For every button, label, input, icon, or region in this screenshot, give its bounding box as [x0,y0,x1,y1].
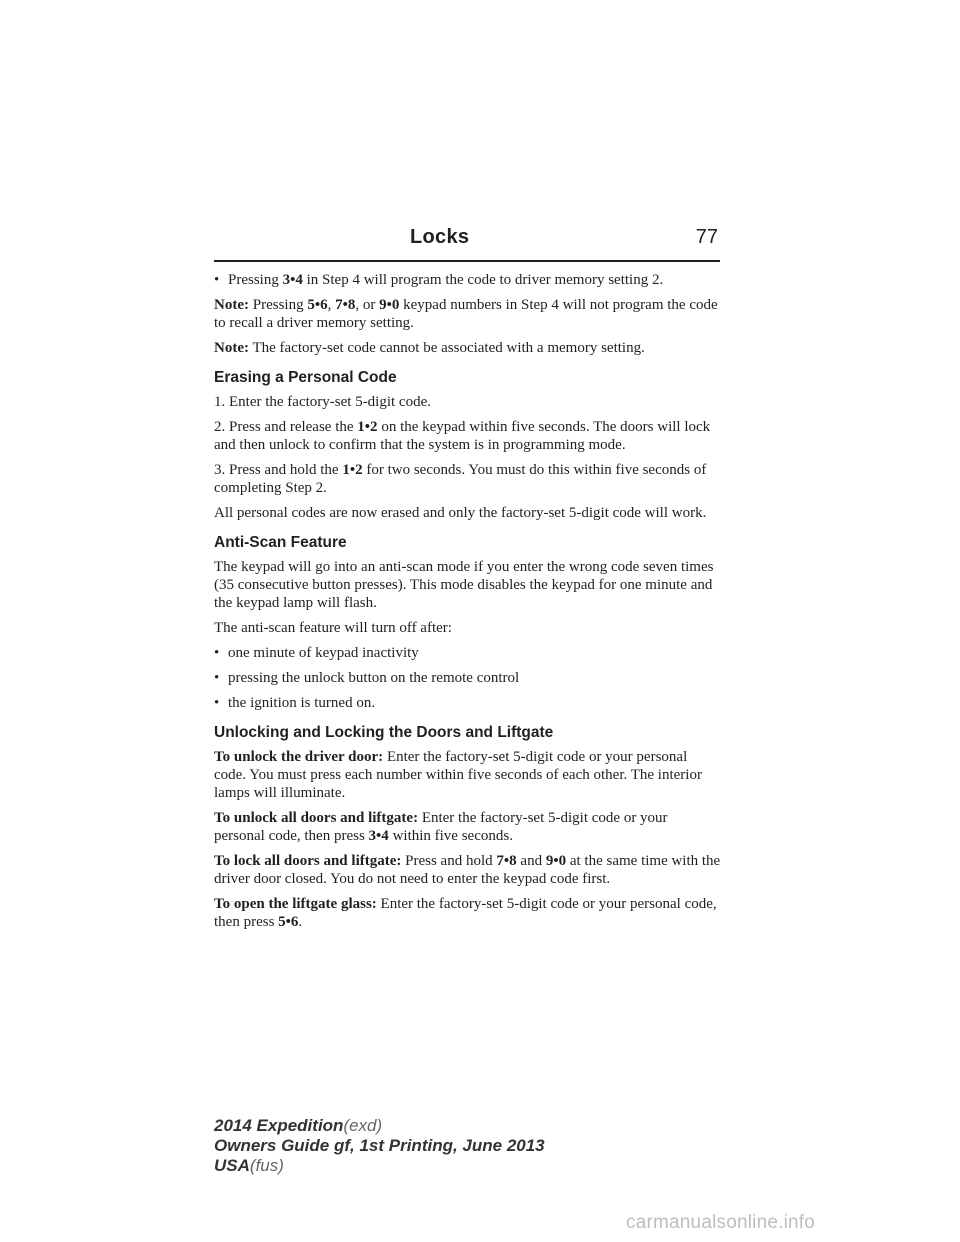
bullet-icon: • [214,645,220,661]
section-heading-erasing: Erasing a Personal Code [214,369,397,386]
list-item: • the ignition is turned on. [214,695,376,711]
watermark: carmanualsonline.info [626,1212,816,1233]
footer-market: USA [214,1156,250,1175]
page-footer [214,1116,545,1176]
bullet-icon: • [214,670,220,686]
keypad-key: 3•4 [282,272,303,288]
step-paragraph: 1. Enter the factory-set 5-digit code. [214,394,432,410]
keypad-key: 1•2 [357,419,378,435]
body-paragraph: The keypad will go into an anti-scan mode if you enter the wrong code seven times (35 consecutive button presses). This mode disables the keypad for one minute and the keypad lamp will flash. [214,559,714,611]
list-item: • Pressing 3•4 in Step 4 will program the code to driver memory setting 2. [214,272,664,288]
keypad-key: 7•8 [496,853,517,869]
keypad-key: 1•2 [342,462,363,478]
step-paragraph: 3. Press and hold the 1•2 for two seconds. You must do this within five seconds of completing Step 2. [214,462,707,496]
keypad-key: 5•6 [307,297,328,313]
page-body [214,271,722,938]
section-heading-unlocking: Unlocking and Locking the Doors and Liftgate [214,724,554,741]
instruction-label: To lock all doors and liftgate: [214,853,402,869]
footer-guide: Owners Guide gf, 1st Printing, June 2013 [214,1136,545,1155]
note-paragraph: Note: Pressing 5•6, 7•8, or 9•0 keypad numbers in Step 4 will not program the code to recall a driver memory setting. [214,297,718,331]
keypad-key: 7•8 [335,297,356,313]
step-paragraph: 2. Press and release the 1•2 on the keypad within five seconds. The doors will lock and then unlock to confirm that the system is in programming mode. [214,419,711,453]
note-label: Note: [214,297,249,313]
section-title: Locks [410,226,470,248]
bullet-icon: • [214,272,220,288]
instruction-paragraph: To unlock all doors and liftgate: Enter the factory-set 5-digit code or your personal code, then press 3•4 within five seconds. [214,810,668,844]
instruction-paragraph: To lock all doors and liftgate: Press and hold 7•8 and 9•0 at the same time with the driver door closed. You do not need to enter the keypad code first. [214,853,721,887]
keypad-key: 3•4 [368,828,389,844]
section-heading-antiscan: Anti-Scan Feature [214,534,347,551]
footer-model: 2014 Expedition [214,1116,344,1135]
keypad-key: 5•6 [278,914,299,930]
body-paragraph: The anti-scan feature will turn off after: [214,620,452,636]
page-number: 77 [695,226,718,248]
instruction-paragraph: To open the liftgate glass: Enter the factory-set 5-digit code or your personal code, then press 5•6. [214,896,717,930]
footer-market-code: (fus) [249,1156,284,1175]
keypad-key: 9•0 [379,297,400,313]
instruction-paragraph: To unlock the driver door: Enter the factory-set 5-digit code or your personal code. You must press each number within five seconds of each other. The interior lamps will illuminate. [214,749,702,801]
instruction-label: To unlock all doors and liftgate: [214,810,419,826]
page-header [214,224,720,262]
list-item: • one minute of keypad inactivity [214,645,419,661]
footer-model-code: (exd) [343,1116,383,1135]
instruction-label: To unlock the driver door: [214,749,384,765]
list-item: • pressing the unlock button on the remote control [214,670,520,686]
bullet-icon: • [214,695,220,711]
instruction-label: To open the liftgate glass: [214,896,377,912]
keypad-key: 9•0 [545,853,567,869]
note-paragraph: Note: The factory-set code cannot be associated with a memory setting. [214,340,645,356]
body-paragraph: All personal codes are now erased and only the factory-set 5-digit code will work. [214,505,707,521]
note-label: Note: [214,340,249,356]
